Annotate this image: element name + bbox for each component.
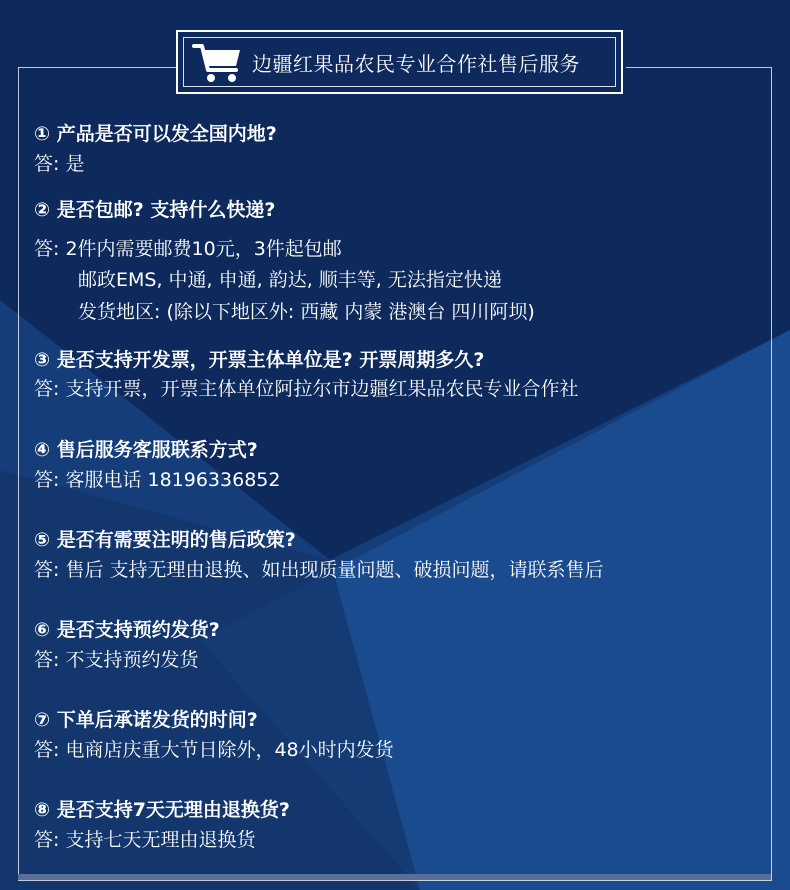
- faq-answer-5: 答: 售后 支持无理由退换、如出现质量问题、破损问题，请联系售后: [34, 559, 604, 581]
- frame-top-line-right: [626, 67, 771, 68]
- faq-answer-4: 答: 客服电话 18196336852: [34, 469, 281, 491]
- faq-question-2: ② 是否包邮? 支持什么快递?: [34, 199, 276, 221]
- faq-question-8: ⑧ 是否支持7天无理由退换货?: [34, 799, 290, 821]
- faq-question-3: ③ 是否支持开发票，开票主体单位是? 开票周期多久?: [34, 349, 485, 371]
- faq-question-1: ① 产品是否可以发全国内地?: [34, 123, 277, 145]
- frame-top-line-left: [18, 67, 176, 68]
- bottom-strip: [18, 874, 771, 880]
- header-title: 边疆红果品农民专业合作社售后服务: [252, 52, 580, 76]
- faq-question-4: ④ 售后服务客服联系方式?: [34, 439, 258, 461]
- faq-answer-8: 答: 支持七天无理由退换货: [34, 829, 256, 851]
- faq-answer-6: 答: 不支持预约发货: [34, 649, 199, 671]
- faq-answer-2: 答: 2件内需要邮费10元，3件起包邮: [34, 238, 342, 260]
- faq-question-7: ⑦ 下单后承诺发货的时间?: [34, 709, 258, 731]
- faq-question-6: ⑥ 是否支持预约发货?: [34, 619, 220, 641]
- faq-answer-2-line-2: 邮政EMS, 中通, 申通, 韵达, 顺丰等, 无法指定快递: [78, 269, 502, 291]
- faq-question-5: ⑤ 是否有需要注明的售后政策?: [34, 529, 296, 551]
- shopping-cart-icon: [192, 42, 244, 84]
- faq-answer-2-line-3: 发货地区: (除以下地区外: 西藏 内蒙 港澳台 四川阿坝): [78, 301, 535, 323]
- faq-answer-7: 答: 电商店庆重大节日除外，48小时内发货: [34, 739, 394, 761]
- faq-answer-3: 答: 支持开票，开票主体单位阿拉尔市边疆红果品农民专业合作社: [34, 378, 579, 400]
- faq-answer-1: 答: 是: [34, 153, 85, 175]
